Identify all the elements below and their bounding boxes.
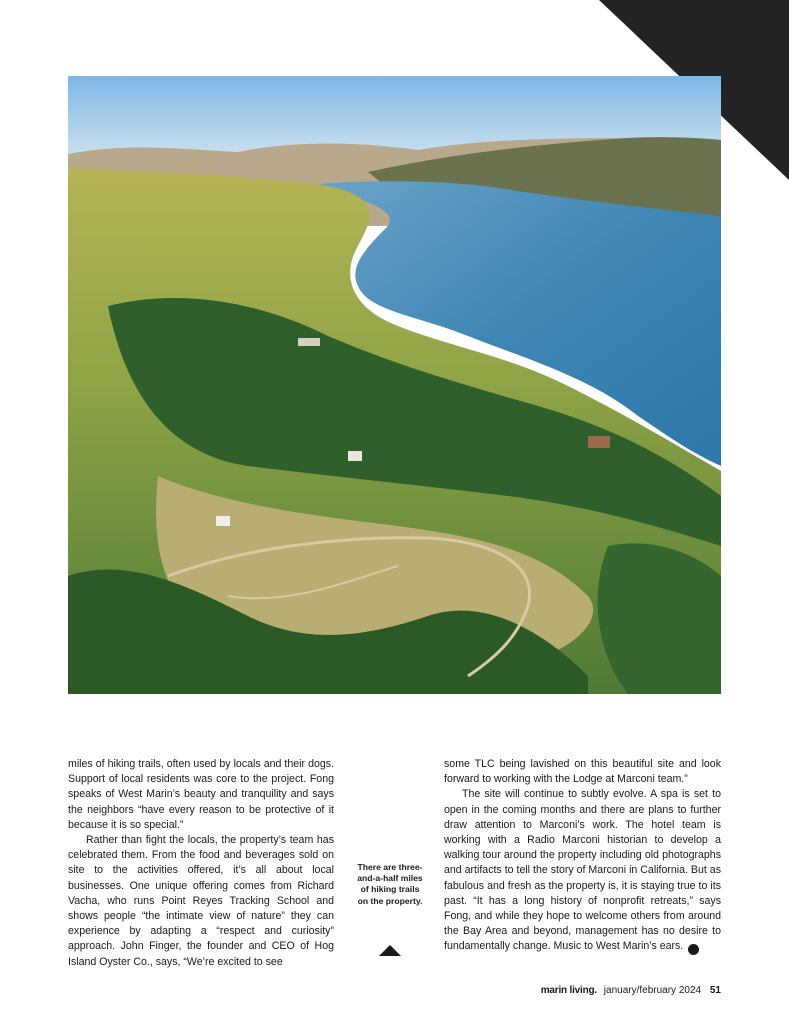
magazine-brand: marin living. xyxy=(540,985,598,996)
pull-quote: There are three-and-a-half miles of hiking trails on the property. xyxy=(357,862,423,906)
issue-date: january/february 2024 xyxy=(603,985,702,996)
body-paragraph: Rather than fight the locals, the property’s team has celebrated them. From the food and beverages sold on site to the activities offered, it’s all about local businesses. One unique offering comes from Richard Vacha, who runs Point Reyes Tracking School and shows people “the intimate view of nature” they can experience by adapting a “respect and curiosity” approach. John Finger, the founder and CEO of Hog Island Oyster Co., says, “We’re excited to see xyxy=(68,834,334,968)
body-paragraph: miles of hiking trails, often used by locals and their dogs. Support of local residents was core to the project. Fong speaks of West Marin’s beauty and tranquility and says the neighbors “have every reason to be protective of it because it is so special.” xyxy=(68,758,334,831)
end-mark-icon: ml xyxy=(688,944,699,955)
page-number: 51 xyxy=(709,985,721,996)
body-paragraph-text: The site will continue to subtly evolve. A spa is set to open in the coming months and there are plans to further draw attention to Marconi’s work. The hotel team is working with a Radio Marconi historian to develop a walking tour around the property including old photographs and artifacts to tell the story of Marconi in California. But as fabulous and fresh as the property is, it is staying true to its past. “It has a long history of nonprofit retreats,” says Fong, and while they hope to welcome others from around the Bay Area and beyond, management has no desire to fundamentally change. Music to West Marin’s ears. xyxy=(444,788,721,953)
article-column-right xyxy=(444,757,721,955)
aerial-photo xyxy=(68,76,721,694)
body-paragraph xyxy=(444,787,721,955)
page-footer xyxy=(541,984,721,998)
article-column-left xyxy=(68,757,334,970)
body-paragraph: some TLC being lavished on this beautiful site and look forward to working with the Lodge at Marconi team.” xyxy=(444,758,721,786)
triangle-up-icon xyxy=(379,945,401,956)
